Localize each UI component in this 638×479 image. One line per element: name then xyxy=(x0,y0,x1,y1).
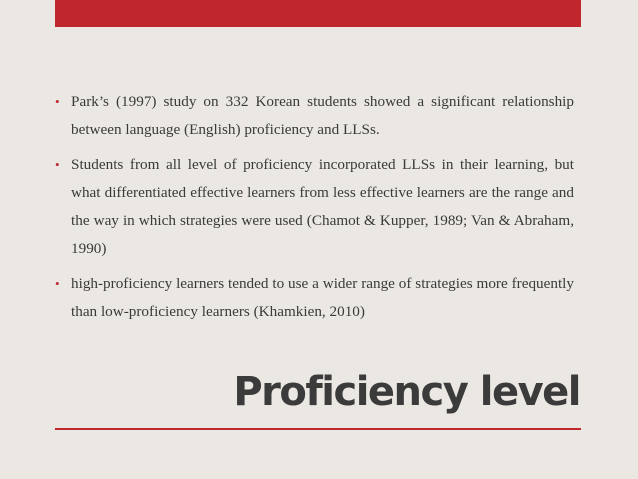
bullet-text: Students from all level of proficiency incorporated LLSs in their learning, but what differentiated effective learners from less effective learners are the range and the way in which strategies were used (Chamot & Kupper, 1989; Van & Abraham, 1990) xyxy=(71,156,574,257)
bullet-icon: • xyxy=(55,94,60,109)
top-accent-bar xyxy=(55,0,581,27)
bullet-list xyxy=(54,88,574,333)
bullet-text: Park’s (1997) study on 332 Korean students showed a significant relationship between language (English) proficiency and LLSs. xyxy=(71,93,574,138)
bullet-item xyxy=(54,270,574,326)
bullet-icon: • xyxy=(55,157,60,172)
slide-title: Proficiency level xyxy=(233,369,580,415)
bullet-text: high-proficiency learners tended to use a wider range of strategies more frequently than low-proficiency learners (Khamkien, 2010) xyxy=(71,275,574,320)
bullet-item xyxy=(54,88,574,144)
title-underline xyxy=(55,428,581,430)
bullet-item xyxy=(54,151,574,263)
bullet-icon: • xyxy=(55,276,60,291)
